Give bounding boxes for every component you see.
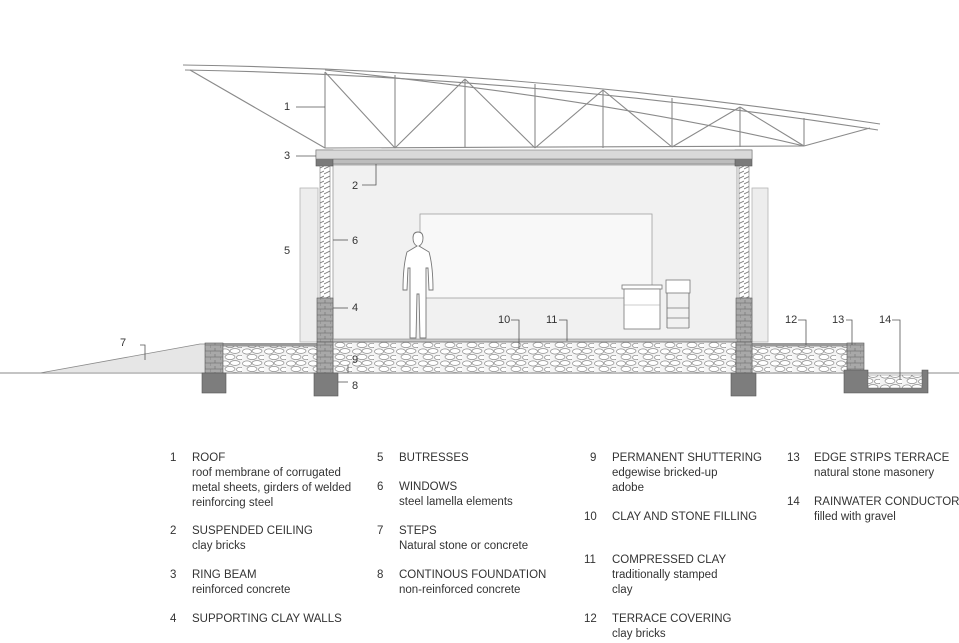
legend-desc: clay bricks bbox=[612, 628, 666, 640]
legend-number: 5 bbox=[377, 452, 384, 464]
callout-14: 14 bbox=[879, 314, 892, 326]
legend-title: EDGE STRIPS TERRACE bbox=[814, 452, 950, 464]
legend-number: 14 bbox=[787, 496, 800, 508]
suspended-ceiling bbox=[332, 159, 737, 164]
foundation-left bbox=[314, 373, 338, 396]
foundation-right bbox=[731, 373, 756, 396]
clay-wall-left bbox=[317, 298, 333, 342]
legend-title: COMPRESSED CLAY bbox=[612, 554, 727, 566]
interior-back-wall bbox=[420, 214, 652, 298]
legend-desc: adobe bbox=[612, 482, 644, 494]
legend-number: 13 bbox=[787, 452, 800, 464]
legend-number: 12 bbox=[584, 613, 597, 625]
shuttering-right bbox=[736, 342, 752, 373]
callout-9: 9 bbox=[352, 354, 359, 366]
chair-back bbox=[666, 280, 690, 293]
shuttering-left bbox=[317, 342, 333, 373]
buttress-left bbox=[300, 188, 318, 342]
legend-desc: non-reinforced concrete bbox=[399, 584, 521, 596]
legend-title: RING BEAM bbox=[192, 569, 257, 581]
ring-beam-top bbox=[316, 150, 752, 159]
legend-number: 8 bbox=[377, 569, 384, 581]
terrace-covering-left bbox=[222, 343, 317, 346]
legend-desc: roof membrane of corrugated bbox=[192, 467, 341, 479]
stone-filling bbox=[333, 342, 736, 373]
callout-5: 5 bbox=[284, 245, 291, 257]
legend-number: 10 bbox=[584, 511, 597, 523]
legend-title: SUSPENDED CEILING bbox=[192, 525, 313, 537]
legend-title: CLAY AND STONE FILLING bbox=[612, 511, 758, 523]
stone-terrace-left bbox=[222, 346, 317, 373]
legend-desc: natural stone masonery bbox=[814, 467, 935, 479]
legend-number: 2 bbox=[170, 525, 177, 537]
legend-desc: traditionally stamped bbox=[612, 569, 718, 581]
legend-number: 7 bbox=[377, 525, 384, 537]
legend-desc: reinforced concrete bbox=[192, 584, 291, 596]
callout-11: 11 bbox=[546, 314, 558, 326]
legend-desc: reinforcing steel bbox=[192, 497, 274, 509]
callout-7: 7 bbox=[120, 337, 127, 349]
legend-number: 6 bbox=[377, 481, 384, 493]
legend-title: WINDOWS bbox=[399, 481, 458, 493]
buttress-right bbox=[752, 188, 768, 342]
legend-desc: edgewise bricked-up bbox=[612, 467, 718, 479]
clay-wall-right bbox=[736, 298, 752, 342]
legend-title: STEPS bbox=[399, 525, 437, 537]
callout-13: 13 bbox=[832, 314, 845, 326]
legend-title: BUTRESSES bbox=[399, 452, 469, 464]
callout-10: 10 bbox=[498, 314, 511, 326]
callout-2: 2 bbox=[352, 180, 359, 192]
window-left bbox=[320, 166, 330, 298]
legend-title: PERMANENT SHUTTERING bbox=[612, 452, 762, 464]
callout-8: 8 bbox=[352, 380, 359, 392]
edge-strip-right bbox=[847, 343, 864, 373]
legend-number: 3 bbox=[170, 569, 177, 581]
legend-desc: Natural stone or concrete bbox=[399, 540, 529, 552]
edge-strip-left bbox=[205, 343, 223, 373]
terrace-covering-right bbox=[752, 343, 848, 346]
legend-desc: steel lamella elements bbox=[399, 496, 513, 508]
legend-number: 1 bbox=[170, 452, 177, 464]
callout-6: 6 bbox=[352, 235, 359, 247]
callout-4: 4 bbox=[352, 302, 359, 314]
desk-top bbox=[622, 285, 662, 289]
desk-body bbox=[624, 289, 660, 329]
window-right bbox=[739, 166, 749, 298]
legend-title: CONTINOUS FOUNDATION bbox=[399, 569, 547, 581]
legend-title: ROOF bbox=[192, 452, 226, 464]
legend-title: TERRACE COVERING bbox=[612, 613, 732, 625]
legend-desc: metal sheets, girders of welded bbox=[192, 482, 352, 494]
stone-terrace-right bbox=[752, 346, 848, 373]
legend-number: 9 bbox=[590, 452, 597, 464]
legend-desc: clay bbox=[612, 584, 633, 596]
callout-12: 12 bbox=[785, 314, 798, 326]
legend-title: SUPPORTING CLAY WALLS bbox=[192, 613, 342, 625]
legend-number: 4 bbox=[170, 613, 177, 625]
legend-title: RAINWATER CONDUCTOR bbox=[814, 496, 959, 508]
foundation-edge-left bbox=[202, 373, 226, 393]
legend-desc: clay bricks bbox=[192, 540, 246, 552]
gravel-fill bbox=[868, 375, 922, 388]
legend-number: 11 bbox=[584, 554, 596, 566]
compressed-clay-floor bbox=[333, 339, 737, 342]
callout-3: 3 bbox=[284, 150, 291, 162]
legend-desc: filled with gravel bbox=[814, 511, 896, 523]
callout-1: 1 bbox=[284, 101, 291, 113]
